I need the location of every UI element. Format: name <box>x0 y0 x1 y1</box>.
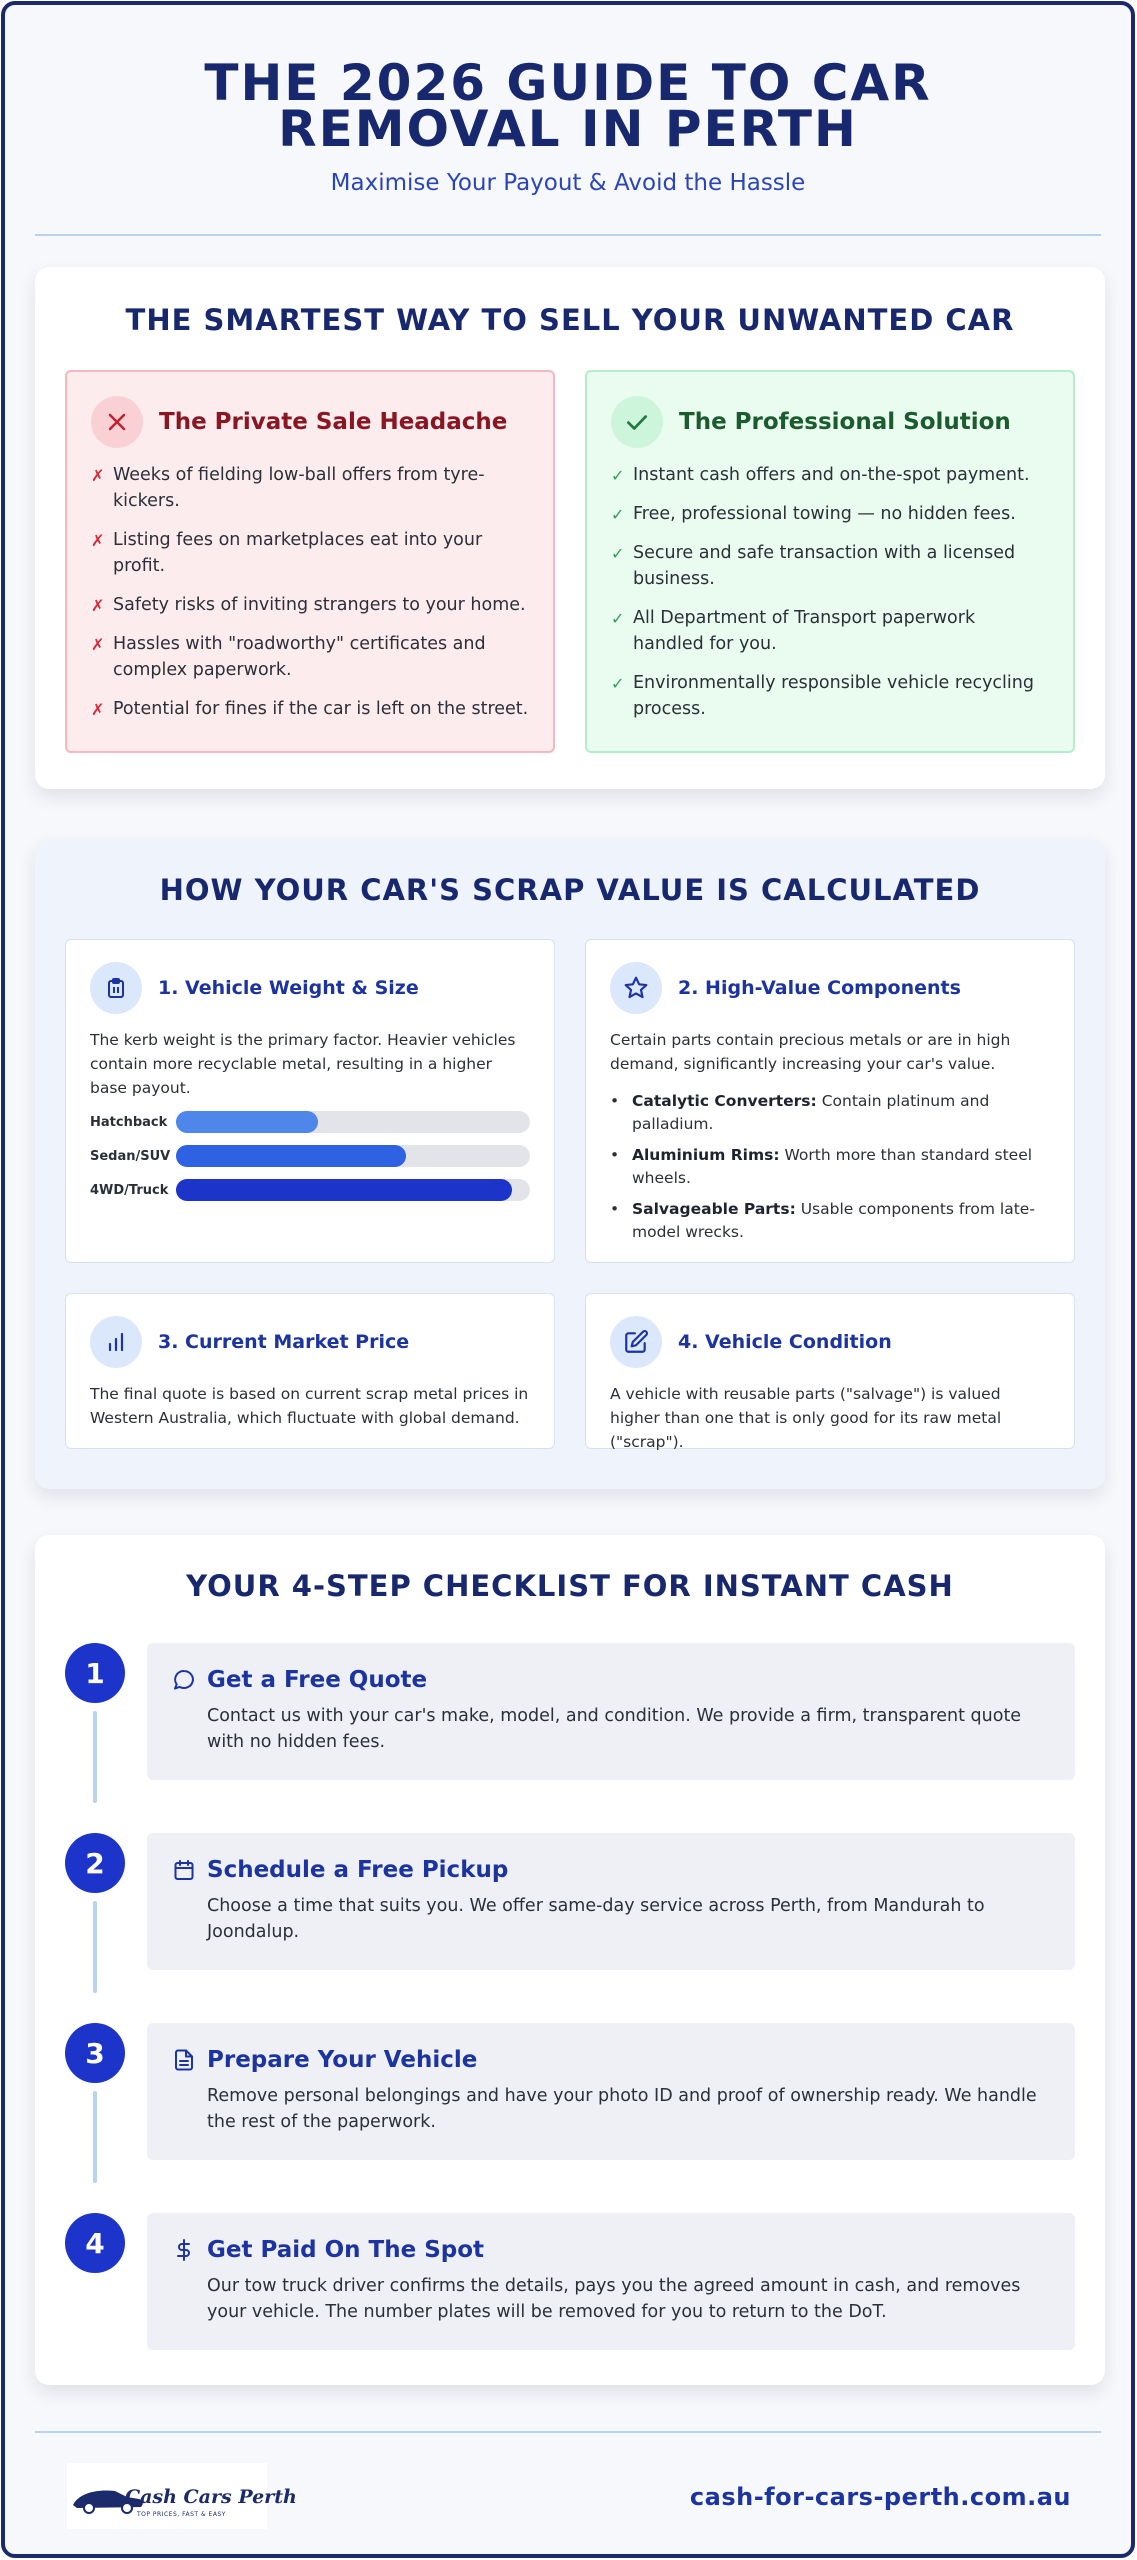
step-text: Remove personal belongings and have your photo ID and proof of ownership ready. We handle the rest of the paperwork. <box>207 2086 1037 2132</box>
bar-fill <box>176 1145 406 1167</box>
cross-mark-icon: ✗ <box>91 531 105 550</box>
star-icon <box>610 962 662 1014</box>
divider <box>35 2431 1101 2433</box>
svg-text:Cash Cars Perth: Cash Cars Perth <box>125 2486 297 2508</box>
divider <box>35 234 1101 236</box>
check-mark-icon: ✓ <box>611 674 625 693</box>
step-3 <box>65 2023 1075 2160</box>
bar-chart-icon <box>90 1316 142 1368</box>
market-text: The final quote is based on current scrap metal prices in Western Australia, which fluctuate with global demand. <box>90 1385 529 1427</box>
private-sale-panel <box>65 370 555 753</box>
step-number: 1 <box>65 1643 125 1703</box>
step-2 <box>65 1833 1075 1970</box>
step-connector <box>93 1901 97 1993</box>
components-title: 2. High-Value Components <box>678 977 961 999</box>
step-title: Get a Free Quote <box>207 1667 428 1693</box>
infographic-frame <box>1 1 1135 2558</box>
list-item: • Catalytic Converters: Contain platinum and palladium. <box>610 1092 990 1133</box>
weight-bar-chart <box>90 1110 530 1202</box>
step-connector <box>93 2091 97 2183</box>
page-title: THE 2026 GUIDE TO CAR REMOVAL IN PERTH <box>204 54 932 158</box>
edit-icon <box>610 1316 662 1368</box>
step-title: Prepare Your Vehicle <box>207 2047 478 2073</box>
list-item: ✗ Safety risks of inviting strangers to your home. <box>91 592 529 618</box>
market-title: 3. Current Market Price <box>158 1331 410 1353</box>
step-1 <box>65 1643 1075 1780</box>
step-text: Contact us with your car's make, model, and condition. We provide a firm, transparent quote with no hidden fees. <box>207 1706 1022 1752</box>
company-logo <box>67 2463 297 2529</box>
bar-label: Sedan/SUV <box>90 1148 171 1164</box>
page-subtitle: Maximise Your Payout & Avoid the Hassle <box>330 170 806 196</box>
list-item: ✓ Instant cash offers and on-the-spot payment. <box>611 462 1049 488</box>
list-item: ✓ Free, professional towing — no hidden fees. <box>611 501 1049 527</box>
check-mark-icon: ✓ <box>611 544 625 563</box>
step-connector <box>93 1711 97 1803</box>
step-4 <box>65 2213 1075 2350</box>
professional-solution-title: The Professional Solution <box>679 409 1011 435</box>
bar-label: Hatchback <box>90 1114 168 1130</box>
list-item: ✓ Environmentally responsible vehicle recycling process. <box>611 673 1034 719</box>
clipboard-icon <box>90 962 142 1014</box>
condition-tile <box>585 1293 1075 1449</box>
check-icon <box>611 396 663 448</box>
cross-mark-icon: ✗ <box>91 466 105 485</box>
weight-title: 1. Vehicle Weight & Size <box>158 977 419 999</box>
cross-mark-icon: ✗ <box>91 635 105 654</box>
weight-text: The kerb weight is the primary factor. Heavier vehicles contain more recyclable metal, resulting in a higher base payout. <box>90 1031 516 1097</box>
check-mark-icon: ✓ <box>611 466 625 485</box>
chat-bubble-icon <box>171 1667 197 1693</box>
step-title: Schedule a Free Pickup <box>207 1857 509 1883</box>
scrap-value-card <box>35 839 1105 1489</box>
bar-row <box>90 1178 530 1202</box>
step-title: Get Paid On The Spot <box>207 2237 485 2263</box>
checklist-card <box>35 1535 1105 2385</box>
list-item: • Aluminium Rims: Worth more than standard steel wheels. <box>610 1146 1033 1187</box>
private-sale-title: The Private Sale Headache <box>159 409 508 435</box>
list-item: ✗ Potential for fines if the car is left on the street. <box>91 696 529 722</box>
list-item: ✗ Listing fees on marketplaces eat into your profit. <box>91 530 483 576</box>
list-item: ✓ Secure and safe transaction with a licensed business. <box>611 543 1016 589</box>
document-icon <box>171 2047 197 2073</box>
step-number: 4 <box>65 2213 125 2273</box>
header <box>5 54 1131 196</box>
professional-solution-panel <box>585 370 1075 753</box>
bar-fill <box>176 1111 318 1133</box>
list-item: ✗ Weeks of fielding low-ball offers from tyre-kickers. <box>91 465 485 511</box>
website-url[interactable]: cash-for-cars-perth.com.au <box>689 2483 1071 2511</box>
components-text: Certain parts contain precious metals or are in high demand, significantly increasing your car's value. <box>610 1031 1011 1073</box>
step-text: Choose a time that suits you. We offer same-day service across Perth, from Mandurah to Joondalup. <box>207 1896 985 1942</box>
step-number: 3 <box>65 2023 125 2083</box>
list-item: • Salvageable Parts: Usable components from late-model wrecks. <box>610 1200 1035 1241</box>
comparison-card <box>35 267 1105 789</box>
step-number: 2 <box>65 1833 125 1893</box>
check-mark-icon: ✓ <box>611 505 625 524</box>
scrap-value-title: HOW YOUR CAR'S SCRAP VALUE IS CALCULATED <box>159 873 981 907</box>
bar-label: 4WD/Truck <box>90 1182 169 1198</box>
cross-mark-icon: ✗ <box>91 596 105 615</box>
bar-row <box>90 1110 530 1134</box>
list-item: ✗ Hassles with "roadworthy" certificates and complex paperwork. <box>91 634 486 680</box>
list-item: ✓ All Department of Transport paperwork handled for you. <box>611 608 976 654</box>
dollar-icon <box>171 2237 197 2263</box>
comparison-title: THE SMARTEST WAY TO SELL YOUR UNWANTED CAR <box>125 303 1015 337</box>
checklist-title: YOUR 4-STEP CHECKLIST FOR INSTANT CASH <box>186 1569 954 1603</box>
bar-fill <box>176 1179 512 1201</box>
bar-row <box>90 1144 530 1168</box>
step-text: Our tow truck driver confirms the details, pays you the agreed amount in cash, and removes your vehicle. The number plates will be removed for you to return to the DoT. <box>207 2276 1021 2322</box>
market-tile <box>65 1293 555 1449</box>
cross-mark-icon: ✗ <box>91 700 105 719</box>
weight-tile <box>65 939 555 1263</box>
x-icon <box>91 396 143 448</box>
condition-text: A vehicle with reusable parts ("salvage") is valued higher than one that is only good for its raw metal ("scrap"). <box>610 1385 1002 1451</box>
condition-title: 4. Vehicle Condition <box>678 1331 892 1353</box>
check-mark-icon: ✓ <box>611 609 625 628</box>
calendar-icon <box>171 1857 197 1883</box>
components-tile <box>585 939 1075 1263</box>
svg-text:TOP PRICES, FAST & EASY: TOP PRICES, FAST & EASY <box>137 2511 226 2518</box>
